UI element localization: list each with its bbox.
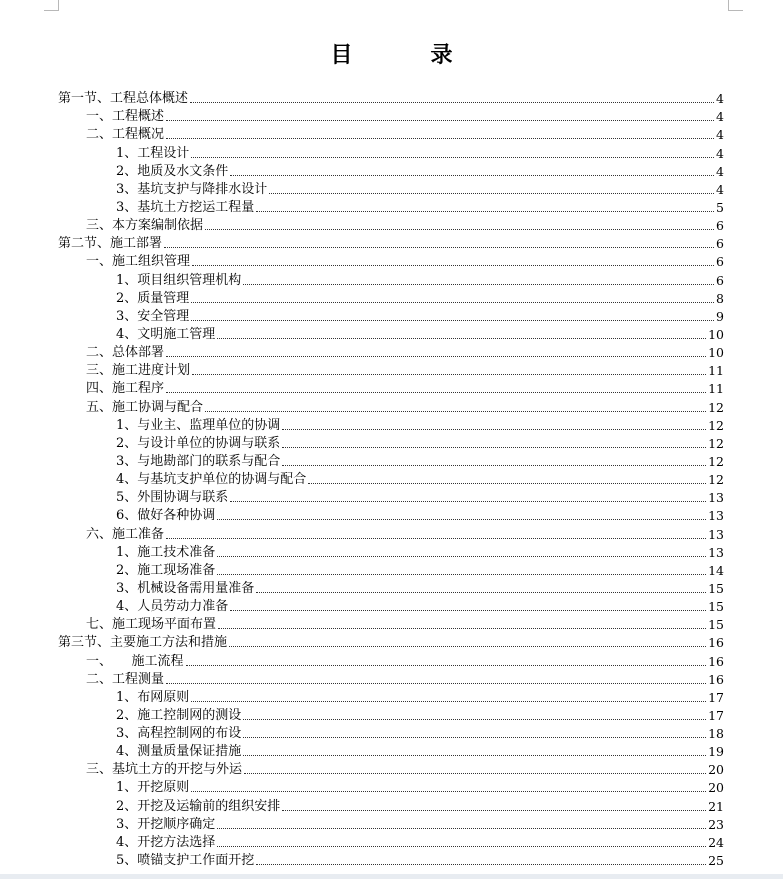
toc-entry-page-number: 4 xyxy=(716,109,724,125)
toc-entry-page-number: 12 xyxy=(708,435,724,451)
toc-leader-dots xyxy=(229,645,706,647)
toc-entry-title: 四、施工程序 xyxy=(86,381,165,397)
toc-leader-dots xyxy=(190,101,714,103)
toc-entry-page-number: 11 xyxy=(708,363,724,379)
toc-entry-title: 4、测量质量保证措施 xyxy=(116,744,242,760)
toc-entry-title: 一、 施工流程 xyxy=(86,653,184,669)
toc-entry-page-number: 13 xyxy=(708,544,724,560)
toc-entry[interactable] xyxy=(58,687,724,705)
toc-entry-page-number: 12 xyxy=(708,453,724,469)
toc-entry-title: 三、本方案编制依据 xyxy=(86,218,204,234)
toc-entry[interactable] xyxy=(58,469,724,487)
toc-entry[interactable] xyxy=(58,669,724,687)
toc-leader-dots xyxy=(230,174,714,176)
toc-entry[interactable] xyxy=(58,142,724,160)
toc-entry-title: 第一节、工程总体概述 xyxy=(58,91,189,107)
toc-entry[interactable] xyxy=(58,759,724,777)
toc-entry[interactable] xyxy=(58,650,724,668)
toc-entry[interactable] xyxy=(58,288,724,306)
toc-entry-title: 3、基坑土方挖运工程量 xyxy=(116,199,255,215)
toc-entry-title: 2、施工现场准备 xyxy=(116,562,216,578)
toc-entry-title: 4、开挖方法选择 xyxy=(116,834,216,850)
toc-entry-title: 6、做好各种协调 xyxy=(116,508,216,524)
toc-entry[interactable] xyxy=(58,741,724,759)
toc-entry-page-number: 4 xyxy=(716,91,724,107)
toc-entry-title: 六、施工准备 xyxy=(86,526,165,542)
toc-leader-dots xyxy=(166,682,706,684)
toc-entry[interactable] xyxy=(58,795,724,813)
toc-leader-dots xyxy=(308,482,706,484)
toc-entry[interactable] xyxy=(58,360,724,378)
toc-entry-page-number: 15 xyxy=(708,580,724,596)
toc-entry[interactable] xyxy=(58,233,724,251)
toc-entry[interactable] xyxy=(58,433,724,451)
toc-entry[interactable] xyxy=(58,614,724,632)
toc-leader-dots xyxy=(191,790,706,792)
toc-entry-page-number: 17 xyxy=(708,689,724,705)
toc-leader-dots xyxy=(218,627,706,629)
toc-entry[interactable] xyxy=(58,560,724,578)
toc-leader-dots xyxy=(217,337,706,339)
toc-entry-page-number: 6 xyxy=(716,254,724,270)
toc-leader-dots xyxy=(192,373,706,375)
toc-leader-dots xyxy=(217,518,706,520)
toc-entry-title: 一、工程概述 xyxy=(86,109,165,125)
toc-leader-dots xyxy=(256,210,714,212)
toc-entry-page-number: 16 xyxy=(708,635,724,651)
toc-entry[interactable] xyxy=(58,342,724,360)
toc-entry[interactable] xyxy=(58,415,724,433)
toc-entry[interactable] xyxy=(58,88,724,106)
toc-leader-dots xyxy=(164,246,714,248)
toc-entry-page-number: 10 xyxy=(708,345,724,361)
toc-leader-dots xyxy=(166,391,706,393)
toc-entry-page-number: 4 xyxy=(716,181,724,197)
toc-leader-dots xyxy=(243,718,706,720)
toc-leader-dots xyxy=(166,355,706,357)
toc-entry-page-number: 6 xyxy=(716,272,724,288)
toc-entry[interactable] xyxy=(58,487,724,505)
toc-leader-dots xyxy=(217,827,706,829)
toc-entry-title: 1、开挖原则 xyxy=(116,780,190,796)
toc-leader-dots xyxy=(256,863,706,865)
toc-leader-dots xyxy=(217,573,706,575)
toc-entry-page-number: 13 xyxy=(708,508,724,524)
toc-entry-page-number: 15 xyxy=(708,617,724,633)
toc-entry-page-number: 12 xyxy=(708,399,724,415)
toc-entry-title: 第三节、主要施工方法和措施 xyxy=(58,635,228,651)
toc-entry-page-number: 18 xyxy=(708,726,724,742)
toc-leader-dots xyxy=(230,609,706,611)
toc-entry-page-number: 16 xyxy=(708,671,724,687)
toc-leader-dots xyxy=(166,119,714,121)
toc-entry-title: 3、安全管理 xyxy=(116,308,190,324)
toc-leader-dots xyxy=(217,555,706,557)
toc-entry-page-number: 12 xyxy=(708,417,724,433)
toc-entry-page-number: 19 xyxy=(708,744,724,760)
toc-entry[interactable] xyxy=(58,451,724,469)
toc-leader-dots xyxy=(243,754,706,756)
toc-entry[interactable] xyxy=(58,578,724,596)
toc-entry[interactable] xyxy=(58,324,724,342)
toc-entry-title: 2、质量管理 xyxy=(116,290,190,306)
toc-entry[interactable] xyxy=(58,378,724,396)
toc-entry[interactable] xyxy=(58,596,724,614)
toc-entry-page-number: 20 xyxy=(708,780,724,796)
toc-entry-title: 5、喷锚支护工作面开挖 xyxy=(116,853,255,869)
toc-entry-title: 一、施工组织管理 xyxy=(86,254,191,270)
toc-entry-page-number: 17 xyxy=(708,707,724,723)
toc-entry-page-number: 13 xyxy=(708,526,724,542)
toc-entry-title: 2、施工控制网的测设 xyxy=(116,707,242,723)
toc-entry-title: 3、基坑支护与降排水设计 xyxy=(116,181,268,197)
toc-entry-page-number: 4 xyxy=(716,127,724,143)
toc-entry[interactable] xyxy=(58,850,724,868)
page-corner-mark-left xyxy=(44,0,59,11)
toc-leader-dots xyxy=(186,664,707,666)
toc-entry[interactable] xyxy=(58,814,724,832)
toc-entry-title: 4、人员劳动力准备 xyxy=(116,599,229,615)
toc-entry-title: 七、施工现场平面布置 xyxy=(86,617,217,633)
toc-entry-title: 3、与地勘部门的联系与配合 xyxy=(116,453,281,469)
toc-leader-dots xyxy=(166,537,706,539)
toc-entry-title: 1、与业主、监理单位的协调 xyxy=(116,417,281,433)
toc-entry[interactable] xyxy=(58,523,724,541)
toc-entry-title: 五、施工协调与配合 xyxy=(86,399,204,415)
toc-entry[interactable] xyxy=(58,269,724,287)
toc-entry-page-number: 14 xyxy=(708,562,724,578)
toc-entry-page-number: 15 xyxy=(708,599,724,615)
toc-entry-title: 三、基坑土方的开挖与外运 xyxy=(86,762,243,778)
toc-entry[interactable] xyxy=(58,124,724,142)
toc-entry-title: 3、高程控制网的布设 xyxy=(116,726,242,742)
toc-entry[interactable] xyxy=(58,505,724,523)
toc-entry-page-number: 6 xyxy=(716,236,724,252)
toc-entry[interactable] xyxy=(58,106,724,124)
toc-leader-dots xyxy=(205,410,706,412)
toc-entry[interactable] xyxy=(58,542,724,560)
toc-leader-dots xyxy=(269,192,714,194)
toc-entry-page-number: 9 xyxy=(716,308,724,324)
toc-entry-page-number: 25 xyxy=(708,853,724,869)
toc-leader-dots xyxy=(244,772,706,774)
toc-entry-title: 2、开挖及运输前的组织安排 xyxy=(116,798,281,814)
toc-entry-title: 2、与设计单位的协调与联系 xyxy=(116,435,281,451)
toc-entry-page-number: 24 xyxy=(708,834,724,850)
toc-leader-dots xyxy=(282,446,706,448)
toc-leader-dots xyxy=(191,319,714,321)
toc-entry-title: 1、施工技术准备 xyxy=(116,544,216,560)
toc-entry-page-number: 12 xyxy=(708,472,724,488)
toc-entry-page-number: 23 xyxy=(708,816,724,832)
toc-entry-title: 二、工程概况 xyxy=(86,127,165,143)
toc-entry-title: 第二节、施工部署 xyxy=(58,236,163,252)
toc-entry-title: 4、与基坑支护单位的协调与配合 xyxy=(116,472,307,488)
toc-entry-page-number: 4 xyxy=(716,145,724,161)
toc-leader-dots xyxy=(243,736,706,738)
toc-entry[interactable] xyxy=(58,215,724,233)
toc-leader-dots xyxy=(191,156,714,158)
toc-entry-title: 4、文明施工管理 xyxy=(116,326,216,342)
toc-title: 目 录 xyxy=(330,42,481,68)
toc-entry[interactable] xyxy=(58,161,724,179)
toc-leader-dots xyxy=(243,283,714,285)
toc-entry-page-number: 21 xyxy=(708,798,724,814)
toc-entry[interactable] xyxy=(58,705,724,723)
toc-entry-title: 三、施工进度计划 xyxy=(86,363,191,379)
toc-entry-title: 5、外围协调与联系 xyxy=(116,490,229,506)
toc-entry-title: 1、工程设计 xyxy=(116,145,190,161)
toc-entry[interactable] xyxy=(58,777,724,795)
toc-entry-title: 1、项目组织管理机构 xyxy=(116,272,242,288)
toc-entry-page-number: 4 xyxy=(716,163,724,179)
toc-entry-title: 1、布网原则 xyxy=(116,689,190,705)
toc-leader-dots xyxy=(282,428,706,430)
toc-leader-dots xyxy=(230,500,706,502)
page-bottom-edge xyxy=(0,874,783,879)
toc-leader-dots xyxy=(217,845,706,847)
toc-entry-page-number: 10 xyxy=(708,326,724,342)
toc-entry-title: 3、机械设备需用量准备 xyxy=(116,580,255,596)
toc-entry-page-number: 20 xyxy=(708,762,724,778)
toc-entry-page-number: 13 xyxy=(708,490,724,506)
toc-leader-dots xyxy=(166,137,714,139)
page-corner-mark-right xyxy=(728,0,743,11)
toc-entry-page-number: 6 xyxy=(716,218,724,234)
toc-entry[interactable] xyxy=(58,179,724,197)
table-of-contents xyxy=(58,88,724,868)
toc-leader-dots xyxy=(282,464,706,466)
toc-entry-page-number: 8 xyxy=(716,290,724,306)
toc-leader-dots xyxy=(282,809,706,811)
toc-entry[interactable] xyxy=(58,632,724,650)
toc-entry[interactable] xyxy=(58,396,724,414)
toc-entry[interactable] xyxy=(58,723,724,741)
toc-entry-page-number: 5 xyxy=(716,199,724,215)
toc-entry-title: 3、开挖顺序确定 xyxy=(116,816,216,832)
toc-entry[interactable] xyxy=(58,306,724,324)
toc-entry-title: 二、工程测量 xyxy=(86,671,165,687)
toc-leader-dots xyxy=(205,228,714,230)
toc-entry-title: 2、地质及水文条件 xyxy=(116,163,229,179)
toc-entry[interactable] xyxy=(58,251,724,269)
toc-leader-dots xyxy=(192,264,714,266)
toc-entry-page-number: 11 xyxy=(708,381,724,397)
toc-entry-title: 二、总体部署 xyxy=(86,345,165,361)
toc-leader-dots xyxy=(191,301,714,303)
toc-leader-dots xyxy=(256,591,706,593)
toc-leader-dots xyxy=(191,700,706,702)
toc-entry-page-number: 16 xyxy=(708,653,724,669)
toc-entry[interactable] xyxy=(58,197,724,215)
toc-entry[interactable] xyxy=(58,832,724,850)
